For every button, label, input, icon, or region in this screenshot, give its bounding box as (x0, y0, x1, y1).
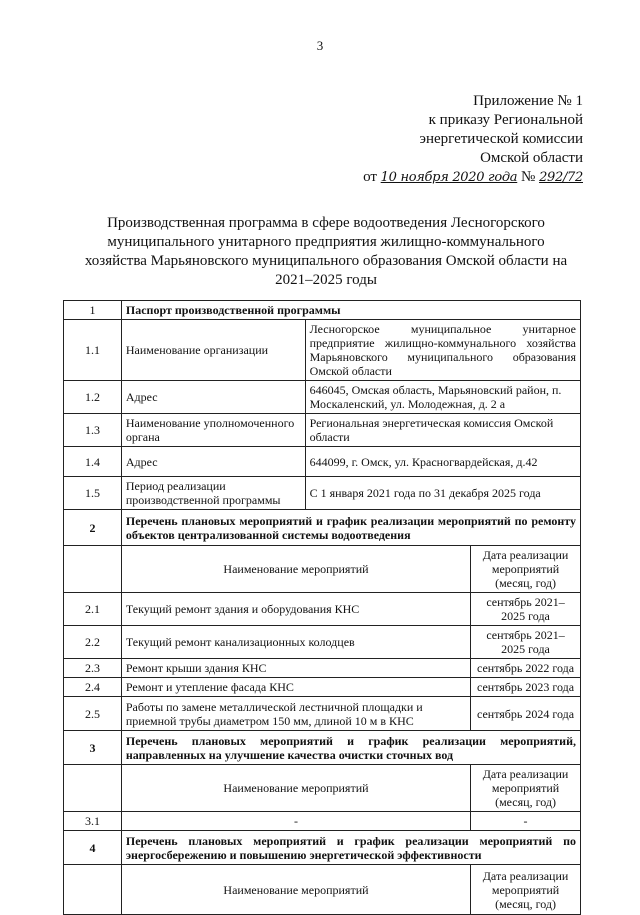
column-header-row (64, 865, 581, 915)
section-number: 1 (64, 301, 122, 320)
page-number: 3 (316, 38, 324, 53)
row-number: 1.2 (64, 381, 122, 414)
row-date: сентябрь 2024 года (471, 697, 581, 731)
row-number: 2.2 (64, 626, 122, 659)
table-row (64, 593, 581, 626)
number-label: № (521, 169, 536, 185)
row-number: 2.4 (64, 678, 122, 697)
row-number: 2.5 (64, 697, 122, 731)
column-header-name: Наименование мероприятий (121, 865, 470, 915)
section-header-row (64, 731, 581, 765)
column-header-date: Дата реализации мероприятий (месяц, год) (471, 765, 581, 812)
handwritten-date: 10 ноября 2020 года (380, 170, 518, 185)
table-row (64, 678, 581, 697)
row-name: - (121, 812, 470, 831)
section-heading: Паспорт производственной программы (121, 301, 580, 320)
section-heading: Перечень плановых мероприятий и график реализации мероприятий по энергосбережению и повышению энергетической эффективности (121, 831, 580, 865)
row-date: сентябрь 2021–2025 года (471, 626, 581, 659)
table-row (64, 812, 581, 831)
row-date: сентябрь 2023 года (471, 678, 581, 697)
row-date: - (471, 812, 581, 831)
row-number: 1.4 (64, 447, 122, 477)
table-row (64, 659, 581, 678)
annex-line: Омской области (480, 150, 583, 166)
order-line (363, 168, 583, 187)
section-header-row (64, 831, 581, 865)
table-row (64, 447, 581, 477)
column-header-date: Дата реализации мероприятий (месяц, год) (471, 546, 581, 593)
annex-block (363, 92, 583, 187)
row-date: сентябрь 2022 года (471, 659, 581, 678)
passport-header-row (64, 301, 581, 320)
row-date: сентябрь 2021–2025 года (471, 593, 581, 626)
table-row (64, 626, 581, 659)
row-name: Текущий ремонт канализационных колодцев (121, 626, 470, 659)
annex-title: Приложение № 1 (473, 93, 583, 109)
section-number: 3 (64, 731, 122, 765)
section-number: 4 (64, 831, 122, 865)
row-name: Ремонт и утепление фасада КНС (121, 678, 470, 697)
row-label: Период реализации производственной программы (121, 477, 305, 510)
section-number: 2 (64, 510, 122, 546)
row-value: Лесногорское муниципальное унитарное предприятие жилищно-коммунального хозяйства Марьяновского муниципального образования Омской области (305, 320, 580, 381)
row-label: Адрес (121, 447, 305, 477)
row-name: Ремонт крыши здания КНС (121, 659, 470, 678)
row-number: 1.5 (64, 477, 122, 510)
column-header-name: Наименование мероприятий (121, 546, 470, 593)
table-row (64, 697, 581, 731)
program-table (63, 300, 581, 915)
row-name: Работы по замене металлической лестничной площадки и приемной трубы диаметром 150 мм, длиной 10 м в КНС (121, 697, 470, 731)
row-number: 1.3 (64, 414, 122, 447)
row-label: Наименование организации (121, 320, 305, 381)
column-header-date: Дата реализации мероприятий (месяц, год) (471, 865, 581, 915)
row-number: 2.3 (64, 659, 122, 678)
section-heading: Перечень плановых мероприятий и график реализации мероприятий, направленных на улучшение качества очистки сточных вод (121, 731, 580, 765)
row-value: С 1 января 2021 года по 31 декабря 2025 года (305, 477, 580, 510)
row-number: 1.1 (64, 320, 122, 381)
table-row (64, 477, 581, 510)
section-heading: Перечень плановых мероприятий и график реализации мероприятий по ремонту объектов централизованной системы водоотведения (121, 510, 580, 546)
annex-line: к приказу Региональной (428, 112, 583, 128)
handwritten-number: 292/72 (539, 170, 583, 185)
row-name: Текущий ремонт здания и оборудования КНС (121, 593, 470, 626)
column-header-row (64, 546, 581, 593)
annex-line: энергетической комиссии (419, 131, 583, 147)
column-header-name: Наименование мероприятий (121, 765, 470, 812)
from-label: от (363, 169, 377, 185)
row-value: 644099, г. Омск, ул. Красногвардейская, д.42 (305, 447, 580, 477)
row-number: 2.1 (64, 593, 122, 626)
document-title: Производственная программа в сфере водоотведения Лесногорского муниципального унитарного предприятия жилищно-коммунального хозяйства Марьяновского муниципального образования Омской области на 2021–2025 годы (84, 215, 568, 288)
row-number: 3.1 (64, 812, 122, 831)
table-row (64, 381, 581, 414)
row-value: Региональная энергетическая комиссия Омской области (305, 414, 580, 447)
table-row (64, 320, 581, 381)
row-label: Адрес (121, 381, 305, 414)
table-row (64, 414, 581, 447)
section-header-row (64, 510, 581, 546)
row-label: Наименование уполномоченного органа (121, 414, 305, 447)
row-value: 646045, Омская область, Марьяновский район, п. Москаленский, ул. Молодежная, д. 2 а (305, 381, 580, 414)
column-header-row (64, 765, 581, 812)
